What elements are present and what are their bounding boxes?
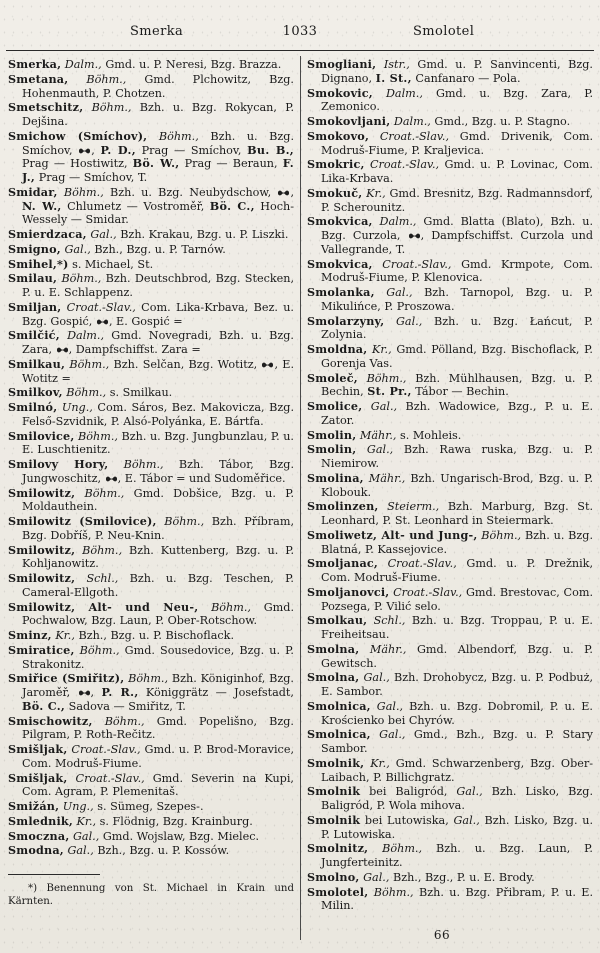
entry-headword: Smischowitz, [8, 713, 93, 728]
gazetteer-entry [8, 672, 294, 713]
post-horn-icon [96, 318, 109, 326]
entry-headword: Smilowitz, [8, 571, 76, 585]
post-horn-icon [408, 232, 421, 240]
entry-text: bei Lutowiska, [364, 813, 449, 827]
entry-text: Com. Sáros, Bez. Makovicza, Bzg. Felső-Szvidnik, P. Alsó-Polyánka, E. Bártfa. [22, 401, 294, 428]
entry-region: Mähr., [368, 471, 406, 485]
gazetteer-entry [307, 886, 593, 914]
entry-text: Bzh., Bzg. u. P. Tarnów. [94, 242, 226, 256]
entry-headword: Smidar, [8, 184, 58, 199]
gazetteer-entry [8, 800, 294, 814]
entry-text: Bzh. u. Bzg. Łańcut, P. Zolynia. [321, 314, 593, 342]
gazetteer-entry [8, 743, 294, 771]
entry-region: Gal., [396, 314, 423, 328]
entry-headword: Smolnitz, [307, 841, 369, 856]
entry-text: Gmd. Popelišno, Bzg. Pilgram, P. Roth-Rečitz. [22, 714, 294, 742]
gazetteer-entry [307, 557, 593, 585]
entry-text: Bzh. u. Bzg. Teschen, P. Cameral-Ellgoth. [22, 572, 294, 599]
entry-text: Prag — Smíchov, T. [38, 171, 148, 184]
gazetteer-entry [307, 87, 593, 115]
entry-headword: Smolnica, [307, 698, 371, 713]
entry-region: Böhm., [84, 486, 125, 500]
entry-text: Bzh., Bzg., P. u. E. Brody. [392, 870, 535, 884]
entry-headword: Smilnó, [8, 400, 58, 414]
entry-route-abbrev: N. W., [22, 198, 62, 213]
entry-text: Bzh. Deutschbrod, Bzg. Stecken, P. u. E. Schlappenz. [22, 272, 294, 299]
entry-headword: Smilkov, [8, 385, 63, 400]
gazetteer-entry [8, 228, 294, 242]
entry-region: Kr., [370, 756, 390, 770]
gazetteer-entry [8, 301, 294, 329]
entry-region: Böhm., [86, 72, 127, 86]
entry-text: Bzh. Rawa ruska, Bzg. u. P. Niemirow. [321, 443, 594, 470]
gazetteer-entry [307, 814, 593, 842]
entry-text: Canfanaro — Pola. [415, 71, 521, 85]
entry-text: s. Flödnig, Bzg. Krainburg. [99, 814, 253, 828]
gazetteer-entry [307, 472, 593, 500]
entry-region: Gal., [363, 671, 390, 685]
entry-headword: Smoljanovci, [307, 584, 390, 599]
entry-region: Gal., [64, 242, 91, 256]
entry-region: Ung., [61, 401, 93, 414]
entry-region: Böhm., [79, 643, 120, 657]
entry-text: Gmd. Bresnitz, Bzg. Radmannsdorf, P. Scherounitz. [321, 186, 594, 214]
gazetteer-entry [307, 58, 593, 86]
gazetteer-entry [8, 487, 294, 515]
gazetteer-entry [307, 614, 593, 642]
gazetteer-entry [307, 757, 593, 785]
gazetteer-entry [307, 315, 593, 343]
entry-text: Königgrätz — Josefstadt, [145, 686, 294, 699]
entry-headword: Smoljanac, [307, 556, 379, 571]
entry-text: , Dampfschiffst. Zara = [68, 343, 201, 356]
entry-text: Hoch-Wessely — Smidar. [22, 199, 294, 227]
entry-text: Bzh. Königinhof, Bzg. Jaroměř, [22, 672, 294, 699]
entry-region: Croat.-Slav., [71, 743, 141, 756]
entry-headword: Smolna, [307, 641, 360, 656]
gazetteer-entry [307, 258, 593, 286]
entry-text: , [90, 686, 95, 699]
running-head [0, 24, 600, 42]
entry-route-abbrev: Bö. C., [209, 198, 255, 213]
entry-text: Bzh. Drohobycz, Bzg. u. P. Podbuż, E. Sambor. [321, 671, 594, 698]
gazetteer-entry [307, 115, 593, 129]
entry-region: Böhm., [91, 101, 132, 115]
gazetteer-entry [307, 529, 593, 557]
column-divider-rule [300, 56, 301, 940]
footnote-text: *) Benennung von St. Michael in Krain und Kärnten. [8, 883, 294, 907]
entry-text: Bzh., Bzg. u. P. Bischoflack. [78, 629, 235, 642]
entry-text: Chlumetz — Vostroměř, [67, 199, 205, 213]
entry-headword: Smolno, [307, 869, 360, 884]
entry-region: Böhm., [164, 515, 205, 528]
entry-text: Tábor — Bechin. [415, 385, 509, 399]
page-number-bottom: 66 [433, 928, 451, 942]
entry-region: Croat.-Slav., [369, 158, 440, 172]
entry-text: Bzh. Selčan, Bzg. Wotitz, [113, 357, 258, 371]
entry-headword: Smlednik, [8, 813, 73, 828]
entry-text: Gmd. Novegradi, Bzh. u. Bzg. Zara, [22, 329, 294, 356]
entry-headword: Smoczna, [8, 828, 70, 843]
entry-region: Böhm., [481, 528, 522, 542]
entry-text: s. Smilkau. [109, 386, 173, 400]
entry-region: Gal., [456, 785, 483, 799]
entry-text: s. Mohleis. [400, 428, 462, 442]
gazetteer-entry [307, 400, 593, 428]
entry-region: Gal., [366, 443, 394, 457]
entry-region: Böhm., [66, 386, 107, 400]
gazetteer-entry [307, 586, 593, 614]
gazetteer-entry [8, 572, 294, 600]
entry-text: , [290, 185, 295, 199]
entry-route-abbrev: I. St., [375, 70, 412, 85]
entry-text: Bzh. u. Bzg. Neubydschow, [110, 185, 272, 199]
entry-region: Croat.-Slav., [379, 129, 450, 143]
gazetteer-entry [8, 430, 294, 458]
entry-text: Bzh. Ungarisch-Brod, Bzg. u. P. Klobouk. [321, 471, 593, 499]
entry-text: Bzh. u. Bzg. Blatná, P. Kassejovice. [321, 528, 594, 556]
entry-region: Croat.-Slav., [66, 300, 136, 314]
entry-region: Böhm., [78, 429, 118, 443]
entry-headword: Smokuč, [307, 185, 363, 200]
entry-text: Gmd. u. P. Drežnik, Com. Modruš-Fiume. [321, 557, 593, 584]
entry-headword: Smolin, [307, 427, 357, 442]
entry-region: Gal., [376, 699, 404, 713]
gazetteer-entry [307, 215, 593, 256]
entry-text: Bzh. u. Bzg. Přibram, P. u. E. Milin. [321, 885, 593, 913]
entry-headword: Smolin, [307, 442, 357, 457]
gazetteer-entry [8, 186, 294, 227]
entry-text: , Dampfschiffst. Curzola und Vallegrande, T. [321, 229, 594, 256]
gazetteer-entry [8, 258, 294, 272]
entry-headword: Smišljak, [8, 742, 68, 756]
header-rule [6, 50, 594, 51]
entry-route-abbrev: Bö. C., [22, 698, 66, 713]
entry-text: Bzh. Krakau, Bzg. u. P. Liszki. [120, 228, 289, 241]
gazetteer-entry [8, 130, 294, 185]
entry-region: Böhm., [366, 371, 407, 385]
entry-region: Böhm., [158, 129, 199, 143]
entry-region: Gal., [379, 728, 406, 742]
entry-text: Bzh. Lisko, Bzg. Baligród, P. Wola mihova. [321, 785, 593, 812]
entry-text: Bzh. Mühlhausen, Bzg. u. P. Bechin, [321, 371, 593, 399]
entry-text: Gmd. Pölland, Bzg. Bischoflack, P. Gorenja Vas. [321, 343, 593, 370]
gazetteer-entry [307, 871, 593, 885]
gazetteer-entry [307, 700, 593, 728]
entry-region: Mähr., [369, 642, 407, 656]
entry-text: Gmd. u. P. Sanvincenti, Bzg. Dignano, [321, 58, 593, 85]
entry-headword: Smolanka, [307, 285, 375, 299]
entry-region: Böhm., [69, 357, 110, 371]
entry-text: Gmd. Krmpote, Com. Modruš-Fiume, P. Klenovica. [321, 257, 593, 285]
gazetteer-entry [8, 629, 294, 643]
entry-text: Gmd. Blatta (Blato), Bzh. u. Bzg. Curzola, [321, 215, 594, 242]
entry-route-abbrev: Bö. W., [132, 156, 180, 171]
entry-region: Böhm., [63, 185, 104, 199]
entry-headword: Smokovljani, [307, 114, 391, 128]
gazetteer-entry [307, 158, 593, 186]
gazetteer-entry [8, 243, 294, 257]
entry-headword: Smilkau, [8, 356, 66, 371]
entry-text: Gmd. u. P. Brod-Moravice, Com. Modruš-Fiume. [22, 743, 295, 770]
entry-headword: Smolna, [307, 670, 360, 685]
gazetteer-entry [307, 643, 593, 671]
entry-headword: Smilowitz (Smilovice), [8, 514, 157, 528]
entry-headword: Smoliwetz, Alt- und Jung-, [307, 527, 478, 542]
entry-route-abbrev: St. Pr., [367, 384, 412, 399]
entry-text: Gmd. Wojslaw, Bzg. Mielec. [102, 829, 260, 843]
gazetteer-entry [8, 715, 294, 743]
entry-text: s. Michael, St. [72, 257, 154, 271]
entry-route-abbrev: P. D., [100, 142, 136, 157]
entry-region: Dalm., [64, 58, 102, 71]
entry-headword: Smolice, [307, 399, 363, 413]
entry-headword: Smoleč, [307, 370, 358, 385]
gazetteer-entry [8, 772, 294, 800]
left-column-entries [8, 58, 294, 858]
entry-headword: Smolnik [307, 784, 361, 799]
entry-text: Bzh. u. Bzg. Dobromil, P. u. E. Krościenko bei Chyrów. [321, 699, 593, 727]
entry-headword: Smoldna, [307, 342, 368, 356]
post-horn-icon [261, 361, 274, 369]
entry-headword: Smokovic, [307, 85, 373, 100]
entry-text: Bzh. Tábor, Bzg. Jungwoschitz, [22, 458, 294, 485]
right-column-entries [307, 58, 593, 913]
entry-headword: Smolina, [307, 470, 364, 485]
entry-text: Gmd. Dobšice, Bzg. u. P. Moldauthein. [22, 486, 295, 514]
gazetteer-entry [8, 830, 294, 844]
entry-headword: Smižán, [8, 799, 60, 813]
gazetteer-entry [307, 130, 593, 158]
entry-text: Gmd., Bzg. u. P. Stagno. [434, 115, 571, 128]
left-column [8, 58, 294, 908]
entry-text: Gmd. Severin na Kupi, Com. Agram, P. Plemenitaš. [22, 771, 294, 799]
entry-region: Böhm., [211, 600, 251, 614]
entry-text: Bzh. Lisko, Bzg. u. P. Lutowiska. [321, 813, 594, 841]
entry-text: Sadova — Smiřitz, T. [68, 699, 186, 713]
entry-text: s. Sümeg, Szepes-. [97, 800, 204, 813]
entry-text: Bzh., Bzg. u. P. Kossów. [97, 844, 230, 858]
entry-region: Gal., [363, 870, 390, 884]
entry-route-abbrev: F. J., [22, 156, 294, 184]
post-horn-icon [105, 475, 118, 483]
gazetteer-entry [8, 844, 294, 858]
entry-headword: Smolnik [307, 812, 361, 827]
gazetteer-entry [8, 386, 294, 400]
entry-headword: Smokric, [307, 157, 365, 172]
entry-text: , E. Wotitz = [22, 357, 295, 385]
entry-region: Mähr., [359, 428, 397, 442]
entry-text: , E. Gospić = [108, 314, 183, 328]
entry-region: Dalm., [67, 329, 105, 343]
entry-headword: Smolnik, [307, 755, 365, 770]
entry-region: Böhm., [61, 272, 102, 286]
gazetteer-entry [307, 286, 593, 314]
entry-region: Gal., [72, 829, 100, 843]
entry-region: Böhm., [123, 458, 164, 471]
entry-headword: Smetschitz, [8, 100, 84, 115]
entry-region: Kr., [76, 814, 97, 828]
entry-region: Böhm., [128, 672, 169, 686]
entry-region: Gal., [453, 813, 480, 827]
entry-text: , E. Tábor = und Sudoměřice. [117, 471, 286, 485]
entry-headword: Smokvica, [307, 256, 373, 271]
entry-region: Schl., [373, 614, 406, 628]
entry-region: Croat.-Slav., [387, 557, 457, 571]
entry-region: Croat.-Slav., [75, 771, 145, 785]
entry-region: Ung., [62, 800, 94, 813]
entry-region: Kr., [55, 629, 75, 642]
entry-region: Steierm., [387, 500, 440, 514]
gazetteer-entry [8, 601, 294, 629]
gazetteer-entry [307, 187, 593, 215]
entry-text: Gmd. Pochwalow, Bzg. Laun, P. Ober-Rotschow. [22, 600, 294, 628]
gazetteer-entry [8, 815, 294, 829]
entry-headword: Smigno, [8, 241, 61, 256]
entry-text: bei Baligród, [369, 785, 448, 799]
gazetteer-entry [307, 343, 593, 371]
post-horn-icon [277, 189, 290, 197]
entry-headword: Smolarzyny, [307, 313, 385, 328]
gazetteer-entry [8, 272, 294, 300]
footnote-rule [8, 874, 100, 875]
entry-text: Gmd. Schwarzenberg, Bzg. Ober-Laibach, P. Billichgratz. [321, 756, 593, 784]
entry-region: Kr., [366, 186, 386, 200]
entry-region: Gal., [370, 400, 398, 413]
entry-text: Bzh. Kuttenberg, Bzg. u. P. Kohljanowitz. [22, 543, 295, 571]
entry-headword: Smilowitz, Alt- und Neu-, [8, 599, 199, 614]
entry-region: Gal., [67, 844, 94, 858]
entry-text: Bzh. Marburg, Bzg. St. Leonhard, P. St. Leonhard in Steiermark. [321, 500, 593, 527]
entry-text: Bzh. Příbram, Bzg. Dobříš, P. Neu-Knin. [22, 515, 294, 542]
entry-text: Bzh. u. Bzg. Rokycan, P. Dejšina. [22, 101, 295, 128]
entry-region: Böhm., [373, 885, 414, 899]
entry-text: Gmd. u. P. Neresi, Bzg. Brazza. [105, 58, 282, 71]
gazetteer-entry [307, 443, 593, 471]
entry-text: Gmd. Albendorf, Bzg. u. P. Gewitsch. [321, 642, 593, 670]
entry-region: Böhm., [104, 714, 145, 728]
gazetteer-entry [8, 358, 294, 386]
entry-region: Dalm., [385, 86, 423, 100]
entry-headword: Sminz, [8, 628, 52, 642]
entry-headword: Smierdzaca, [8, 227, 87, 241]
entry-headword: Smilčić, [8, 328, 60, 343]
entry-region: Böhm., [382, 842, 423, 856]
gazetteer-entry [8, 58, 294, 72]
entry-headword: Smiljan, [8, 299, 62, 314]
entry-headword: Smolinzen, [307, 499, 379, 514]
entry-text: Gmd. u. P. Lovinac, Com. Lika-Krbava. [321, 158, 593, 185]
gazetteer-entry [8, 515, 294, 543]
entry-region: Kr., [372, 343, 392, 356]
entry-text: Prag — Hostiwitz, [22, 157, 128, 171]
entry-headword: Smilau, [8, 271, 58, 286]
entry-region: Böhm., [82, 543, 123, 557]
gazetteer-entry [307, 372, 593, 400]
gazetteer-entry [307, 429, 593, 443]
entry-headword: Smiřice (Smiřitz), [8, 671, 125, 686]
entry-region: Dalm., [379, 215, 417, 229]
entry-text: Bzh. u. Bzg. Jungbunzlau, P. u. E. Luschtienitz. [22, 429, 294, 457]
entry-route-abbrev: Bu. B., [247, 142, 295, 157]
post-horn-icon [78, 689, 91, 697]
entry-headword: Smolnica, [307, 727, 371, 742]
entry-region: Gal., [386, 286, 413, 299]
entry-headword: Smodna, [8, 843, 64, 858]
gazetteer-entry [8, 644, 294, 672]
entry-text: Bzh. u. Bzg. Troppau, P. u. E. Freiheitsau. [321, 614, 593, 641]
post-horn-icon [78, 147, 91, 155]
entry-text: Gmd. u. Bzg. Zara, P. Zemonico. [321, 86, 594, 114]
running-head-right: Smolotel [413, 24, 475, 39]
entry-region: Schl., [86, 572, 119, 585]
entry-headword: Smolkau, [307, 613, 368, 628]
entry-headword: Smiratice, [8, 642, 75, 657]
entry-text: Gmd. Sousedovice, Bzg. u. P. Strakonitz. [22, 643, 294, 671]
gazetteer-entry [8, 101, 294, 129]
post-horn-icon [56, 346, 69, 354]
entry-headword: Smetana, [8, 71, 69, 86]
entry-region: Gal., [90, 228, 117, 241]
gazetteer-entry [8, 329, 294, 357]
page-number-top: 1033 [282, 24, 318, 39]
entry-headword: Smilovy Hory, [8, 457, 109, 471]
gazetteer-entry [307, 671, 593, 699]
entry-headword: Smokovo, [307, 128, 370, 143]
entry-text: Gmd., Bzh., Bzg. u. P. Stary Sambor. [321, 728, 593, 755]
gazetteer-entry [8, 73, 294, 101]
entry-route-abbrev: P. R., [101, 685, 139, 699]
gazetteer-entry [307, 785, 593, 813]
entry-text: Bzh. Wadowice, Bzg., P. u. E. Zator. [321, 400, 593, 427]
gazetteer-entry [8, 458, 294, 486]
entry-region: Dalm., [393, 115, 431, 128]
entry-region: Croat.-Slav., [382, 257, 452, 271]
entry-text: Bzh. u. Bzg. Laun, P. Jungferteinitz. [321, 842, 593, 869]
entry-text: Gmd. Drivenik, Com. Modruš-Fiume, P. Kraljevica. [321, 129, 594, 157]
entry-headword: Smolotel, [307, 884, 369, 899]
entry-region: Istr., [383, 58, 410, 71]
gazetteer-entry [307, 500, 593, 528]
entry-headword: Smerka, [8, 57, 62, 71]
entry-region: Croat.-Slav., [393, 585, 463, 599]
gazetteer-entry [8, 401, 294, 429]
entry-headword: Smokvica, [307, 214, 373, 229]
gazetteer-entry [307, 728, 593, 756]
entry-headword: Smilovice, [8, 428, 75, 443]
running-head-left: Smerka [130, 24, 184, 39]
gazetteer-entry [307, 842, 593, 870]
entry-text: Prag — Smíchov, [141, 143, 242, 157]
entry-text: , [91, 143, 95, 157]
entry-headword: Smogliani, [307, 57, 377, 71]
gazetteer-entry [8, 544, 294, 572]
entry-text: Com. Lika-Krbava, Bez. u. Bzg. Gospić, [22, 300, 294, 328]
entry-headword: Smilowitz, [8, 542, 76, 557]
entry-text: Gmd. Plchowitz, Bzg. Hohenmauth, P. Chotzen. [22, 72, 294, 100]
entry-headword: Smihel,*) [8, 256, 69, 271]
entry-text: Gmd. Brestovac, Com. Pozsega, P. Vilić selo. [321, 585, 593, 613]
entry-text: Bzh. u. Bzg. Smíchov, [22, 129, 295, 157]
entry-text: Bzh. Tarnopol, Bzg. u. P. Mikulińce, P. Proszowa. [321, 286, 593, 313]
entry-headword: Smilowitz, [8, 485, 76, 500]
entry-headword: Smichow (Smíchov), [8, 128, 148, 143]
entry-text: Prag — Beraun, [184, 157, 278, 171]
right-column [307, 58, 593, 943]
entry-headword: Smišljak, [8, 770, 68, 785]
